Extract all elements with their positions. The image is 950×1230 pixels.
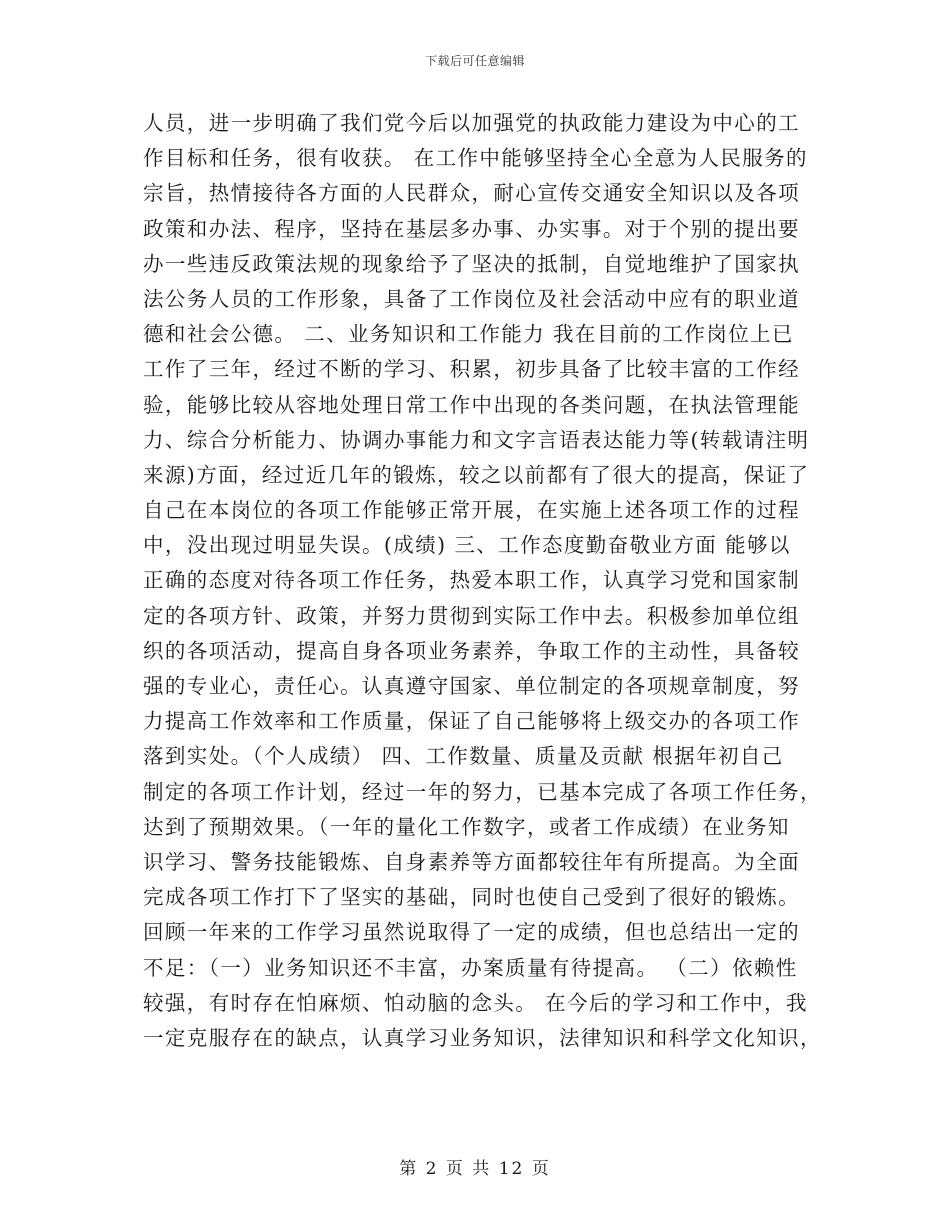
body-line: 来源)方面，经过近几年的锻炼，较之以前都有了很大的提高，保证了 — [143, 462, 810, 487]
body-line: 法公务人员的工作形象，具备了工作岗位及社会活动中应有的职业道 — [143, 286, 800, 311]
body-line: 办一些违反政策法规的现象给予了坚决的抵制，自觉地维护了国家执 — [143, 251, 800, 276]
page-header: 下载后可任意编辑 — [424, 54, 525, 68]
body-line: 达到了预期效果。（一年的量化工作数字，或者工作成绩）在业务知 — [143, 814, 790, 839]
body-line: 作目标和任务，很有收获。 在工作中能够坚持全心全意为人民服务的 — [143, 146, 808, 171]
body-line: 宗旨，热情接待各方面的人民群众，耐心宣传交通安全知识以及各项 — [143, 181, 800, 206]
body-line: 人员，进一步明确了我们党今后以加强党的执政能力建设为中心的工 — [143, 111, 800, 135]
document-body — [143, 106, 823, 1056]
body-line: 中，没出现过明显失误。(成绩) 三、工作态度勤奋敬业方面 能够以 — [143, 533, 791, 558]
body-line: 工作了三年，经过不断的学习、积累，初步具备了比较丰富的工作经 — [143, 357, 800, 382]
body-line: 德和社会公德。 二、业务知识和工作能力 我在目前的工作岗位上已 — [143, 322, 794, 347]
body-line: 力、综合分析能力、协调办事能力和文字言语表达能力等(转载请注明 — [143, 427, 810, 452]
body-line: 政策和办法、程序，坚持在基层多办事、办实事。对于个别的提出要 — [143, 216, 800, 241]
body-line: 一定克服存在的缺点，认真学习业务知识，法律知识和科学文化知识， — [143, 1025, 822, 1050]
body-line: 完成各项工作打下了坚实的基础，同时也使自己受到了很好的锻炼。 — [143, 885, 800, 910]
body-line: 定的各项方针、政策，并努力贯彻到实际工作中去。积极参加单位组 — [143, 603, 800, 628]
body-line: 强的专业心，责任心。认真遵守国家、单位制定的各项规章制度，努 — [143, 674, 800, 698]
body-line: 不足：（一）业务知识还不丰富，办案质量有待提高。 （二）依赖性 — [143, 955, 798, 980]
body-line: 落到实处。（个人成绩） 四、工作数量、质量及贡献 根据年初自己 — [143, 744, 784, 769]
page-footer: 第 2 页 共 12 页 — [399, 1159, 551, 1179]
body-line: 力提高工作效率和工作质量，保证了自己能够将上级交办的各项工作 — [143, 709, 800, 734]
body-line: 织的各项活动，提高自身各项业务素养，争取工作的主动性，具备较 — [143, 638, 800, 663]
body-line: 验，能够比较从容地处理日常工作中出现的各类问题，在执法管理能 — [143, 392, 800, 417]
body-line: 回顾一年来的工作学习虽然说取得了一定的成绩，但也总结出一定的 — [143, 920, 800, 945]
body-line: 制定的各项工作计划，经过一年的努力，已基本完成了各项工作任务， — [143, 779, 822, 804]
body-line: 自己在本岗位的各项工作能够正常开展，在实施上述各项工作的过程 — [143, 498, 800, 523]
body-line: 正确的态度对待各项工作任务，热爱本职工作，认真学习党和国家制 — [143, 568, 800, 593]
body-line: 识学习、警务技能锻炼、自身素养等方面都较往年有所提高。为全面 — [143, 849, 800, 874]
body-line: 较强，有时存在怕麻烦、怕动脑的念头。 在今后的学习和工作中，我 — [143, 990, 808, 1015]
